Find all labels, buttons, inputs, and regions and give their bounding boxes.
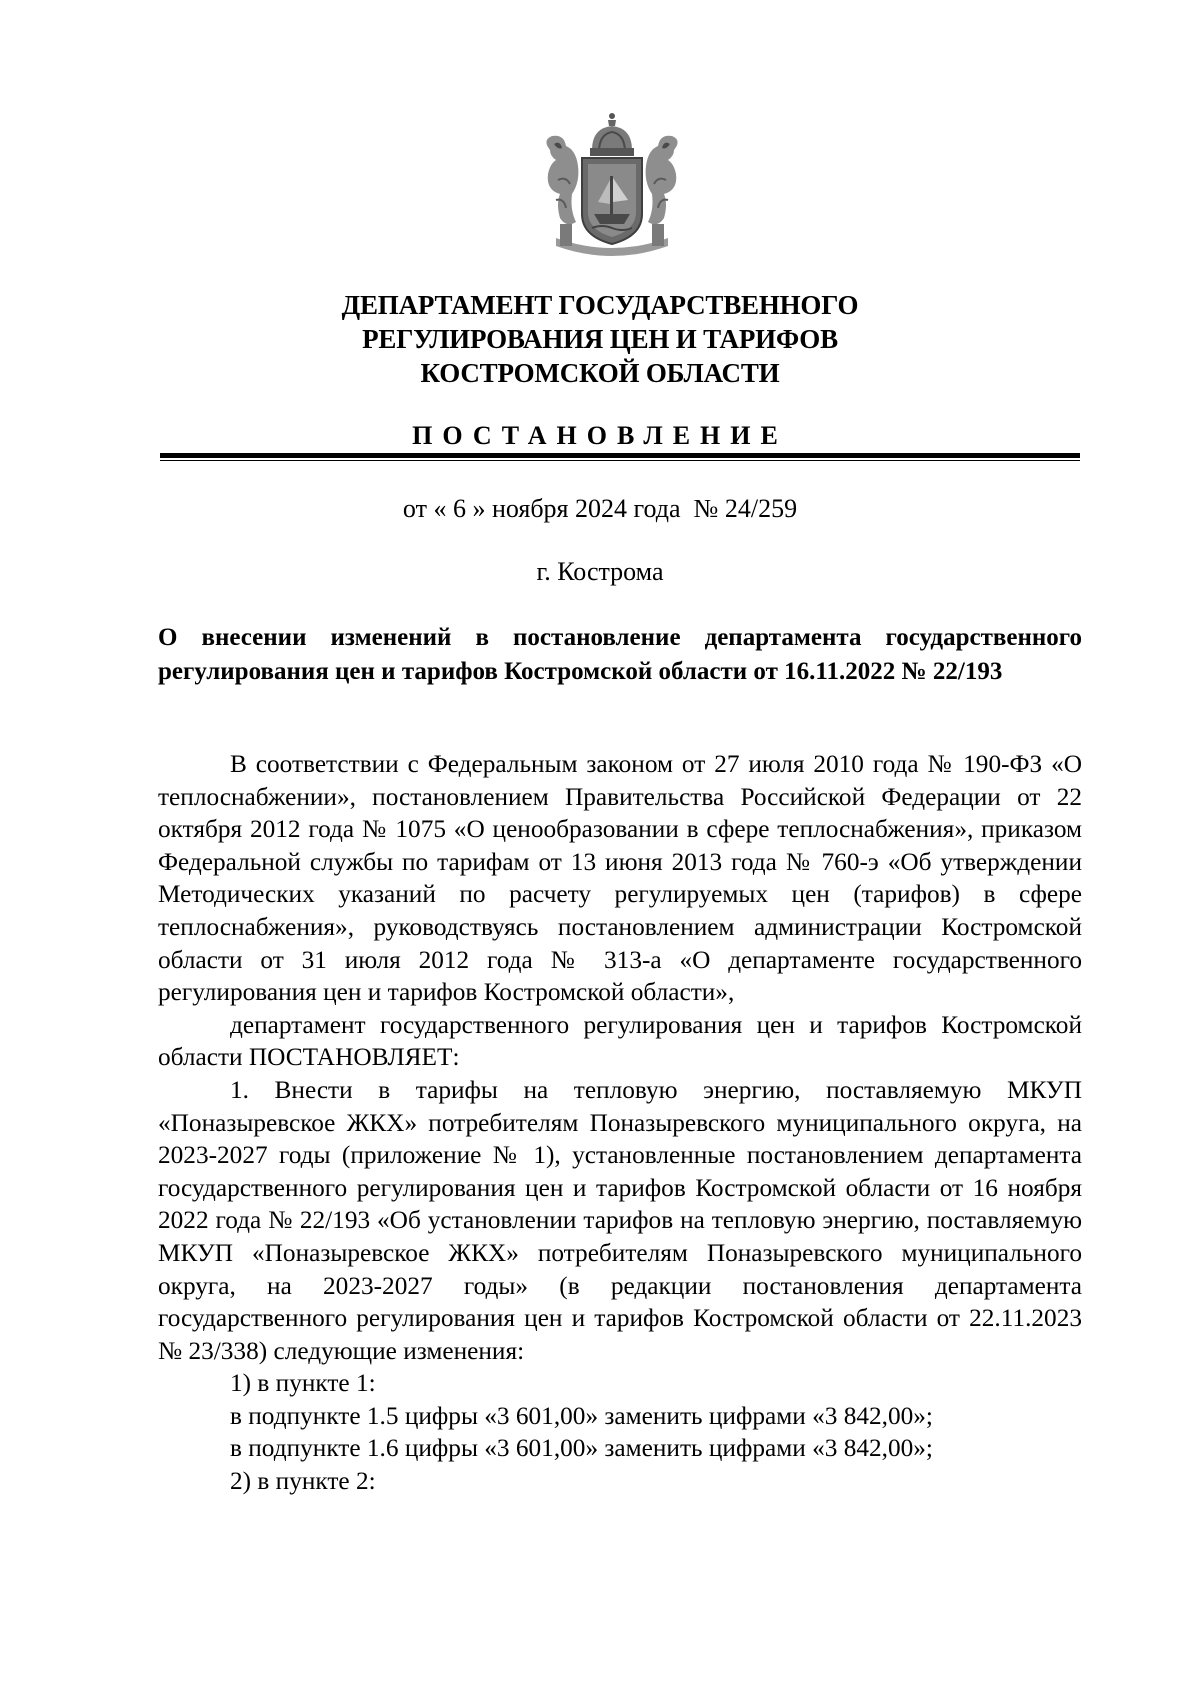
organization-name-line-2: РЕГУЛИРОВАНИЯ ЦЕН И ТАРИФОВ [362,324,838,354]
subitem-2: 2) в пункте 2: [230,1467,376,1496]
header-divider-thin [160,460,1080,461]
document-city: г. Кострома [536,557,664,586]
document-date-number: от « 6 » ноября 2024 года № 24/259 [402,494,798,523]
paragraph-legal-basis: В соответствии с Федеральным законом от 27 июля 2010 года № 190-ФЗ «О теплоснабжении», постановлением Правительства Российской Федерации от 22 октября 2012 года № 1075 «О ценообразовании в сфере теплоснабжения», приказом Федеральной службы по тарифам от 13 июня 2013 года № 760-э «Об утверждении Методических указаний по расчету регулируемых цен (тарифов) в сфере теплоснабжения», руководствуясь постановлением администрации Костромской области от 31 июля 2012 года № 313-а «О департаменте государственного регулирования цен и тарифов Костромской области», [158,750,1082,1007]
header-divider-thick [160,453,1080,458]
document-subject: О внесении изменений в постановление департамента государственного регулирования цен и тарифов Костромской области от 16.11.2022 № 22/193 [158,624,1082,685]
subitem-1: 1) в пункте 1: [230,1369,376,1398]
subitem-1-6: в подпункте 1.6 цифры «3 601,00» заменить цифрами «3 842,00»; [230,1434,933,1463]
document-type-heading: ПОСТАНОВЛЕНИЕ [412,421,788,450]
paragraph-resolves: департамент государственного регулирования цен и тарифов Костромской области ПОСТАНОВЛЯЕТ: [158,1010,1082,1072]
coat-of-arms-icon [536,110,688,258]
organization-name-line-3: КОСТРОМСКОЙ ОБЛАСТИ [420,358,780,388]
document-body [158,748,1082,1498]
organization-name-line-1: ДЕПАРТАМЕНТ ГОСУДАРСТВЕННОГО [341,290,859,320]
paragraph-item-1: 1. Внести в тарифы на тепловую энергию, поставляемую МКУП «Поназыревское ЖКХ» потребителям Поназыревского муниципального округа, на 2023-2027 годы (приложение № 1), установленные постановлением департамента государственного регулирования цен и тарифов Костромской области от 16 ноября 2022 года № 22/193 «Об установлении тарифов на тепловую энергию, поставляемую МКУП «Поназыревское ЖКХ» потребителям Поназыревского муниципального округа, на 2023-2027 годы» (в редакции постановления департамента государственного регулирования цен и тарифов Костромской области от 22.11.2023 № 23/338) следующие изменения: [158,1075,1082,1365]
subitem-1-5: в подпункте 1.5 цифры «3 601,00» заменить цифрами «3 842,00»; [230,1401,933,1430]
organization-name [0,288,1200,390]
